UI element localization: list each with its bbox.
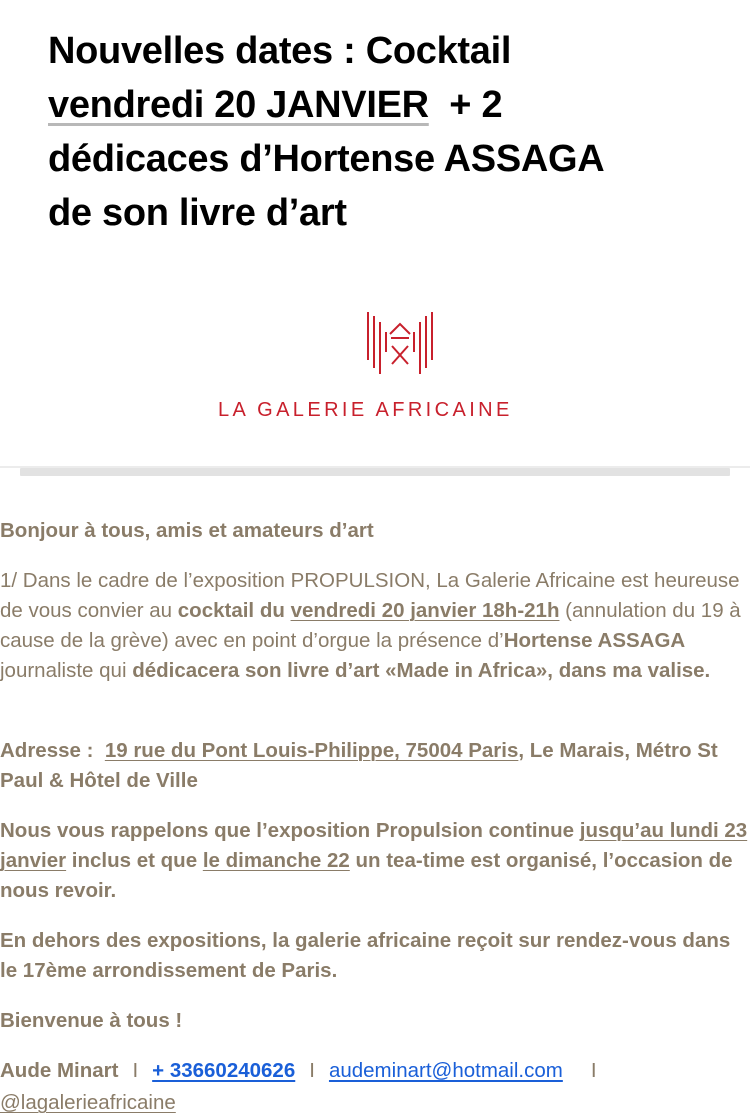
subject-line-4: de son livre d’art: [48, 192, 347, 234]
signature-separator: I: [309, 1059, 315, 1082]
welcome-text: Bienvenue à tous !: [0, 1009, 183, 1032]
greeting-text: Bonjour à tous, amis et amateurs d’art: [0, 519, 374, 542]
invitation-text-d: journaliste qui: [0, 659, 133, 682]
signature-separator: I: [132, 1059, 139, 1082]
subject-line-1: Nouvelles dates : Cocktail: [48, 30, 512, 72]
address-rest: , Le Marais, Métro St Paul & Hôtel de Ville: [0, 739, 718, 792]
paragraph-reminder: [0, 816, 750, 906]
phone-link[interactable]: + 33660240626: [152, 1059, 296, 1082]
invitation-text-a: 1/ Dans le cadre de l’exposition PROPULSION, La Galerie Africaine est heureuse de vous convier au: [0, 569, 740, 622]
reminder-text-b: inclus et que: [66, 849, 203, 872]
paragraph-appointments: En dehors des expositions, la galerie africaine reçoit sur rendez-vous dans le 17ème arrondissement de Paris.: [0, 929, 731, 982]
signature-name: Aude Minart: [0, 1059, 119, 1082]
reminder-text-a: Nous vous rappelons que l’exposition Propulsion continue: [0, 819, 580, 842]
logo-wordmark: LA GALERIE AFRICAINE: [218, 399, 513, 421]
galerie-africaine-logo-icon: [365, 308, 435, 376]
invitation-text-c: (annulation du 19 à cause de la grève) avec en point d’orgue la présence d’: [0, 599, 741, 652]
email-subject: [48, 24, 728, 240]
signature-line: [0, 1056, 750, 1086]
instagram-handle-link[interactable]: @lagaleriea​fricaine: [0, 1091, 176, 1114]
subject-line-2: [48, 78, 728, 132]
paragraph-invitation: [0, 566, 750, 686]
reminder-text-c: un tea-time est organisé, l’occasion de nous revoir.: [0, 849, 733, 902]
subject-line-2-rest: + 2: [428, 84, 503, 126]
invitation-author-name: Hortense ASSAGA: [503, 629, 686, 652]
subject-date-highlight[interactable]: vendredi 20 JANVIER: [48, 84, 429, 126]
reminder-sunday-date-link[interactable]: le dimanche 22: [202, 849, 350, 872]
subject-line-3: dédicaces d’Hortense ASSAGA: [48, 138, 605, 180]
header-divider-bar: [20, 468, 730, 476]
invitation-book-title: dédicacera son livre d’art «Made in Africa», dans ma valise.: [132, 659, 711, 682]
paragraph-address: [0, 736, 750, 796]
address-link[interactable]: 19 rue du Pont Louis-Philippe, 75004 Paris: [104, 739, 519, 762]
signature-separator: I: [590, 1059, 597, 1082]
address-label: Adresse :: [0, 739, 105, 762]
invitation-date-link[interactable]: vendredi 20 janvier 18h-21h: [290, 599, 560, 622]
reminder-until-date-link[interactable]: jusqu’au lundi 23 janvier: [0, 819, 748, 872]
invitation-cocktail: cocktail du: [177, 599, 291, 622]
email-link[interactable]: audeminart@hotmail.com: [328, 1059, 563, 1082]
